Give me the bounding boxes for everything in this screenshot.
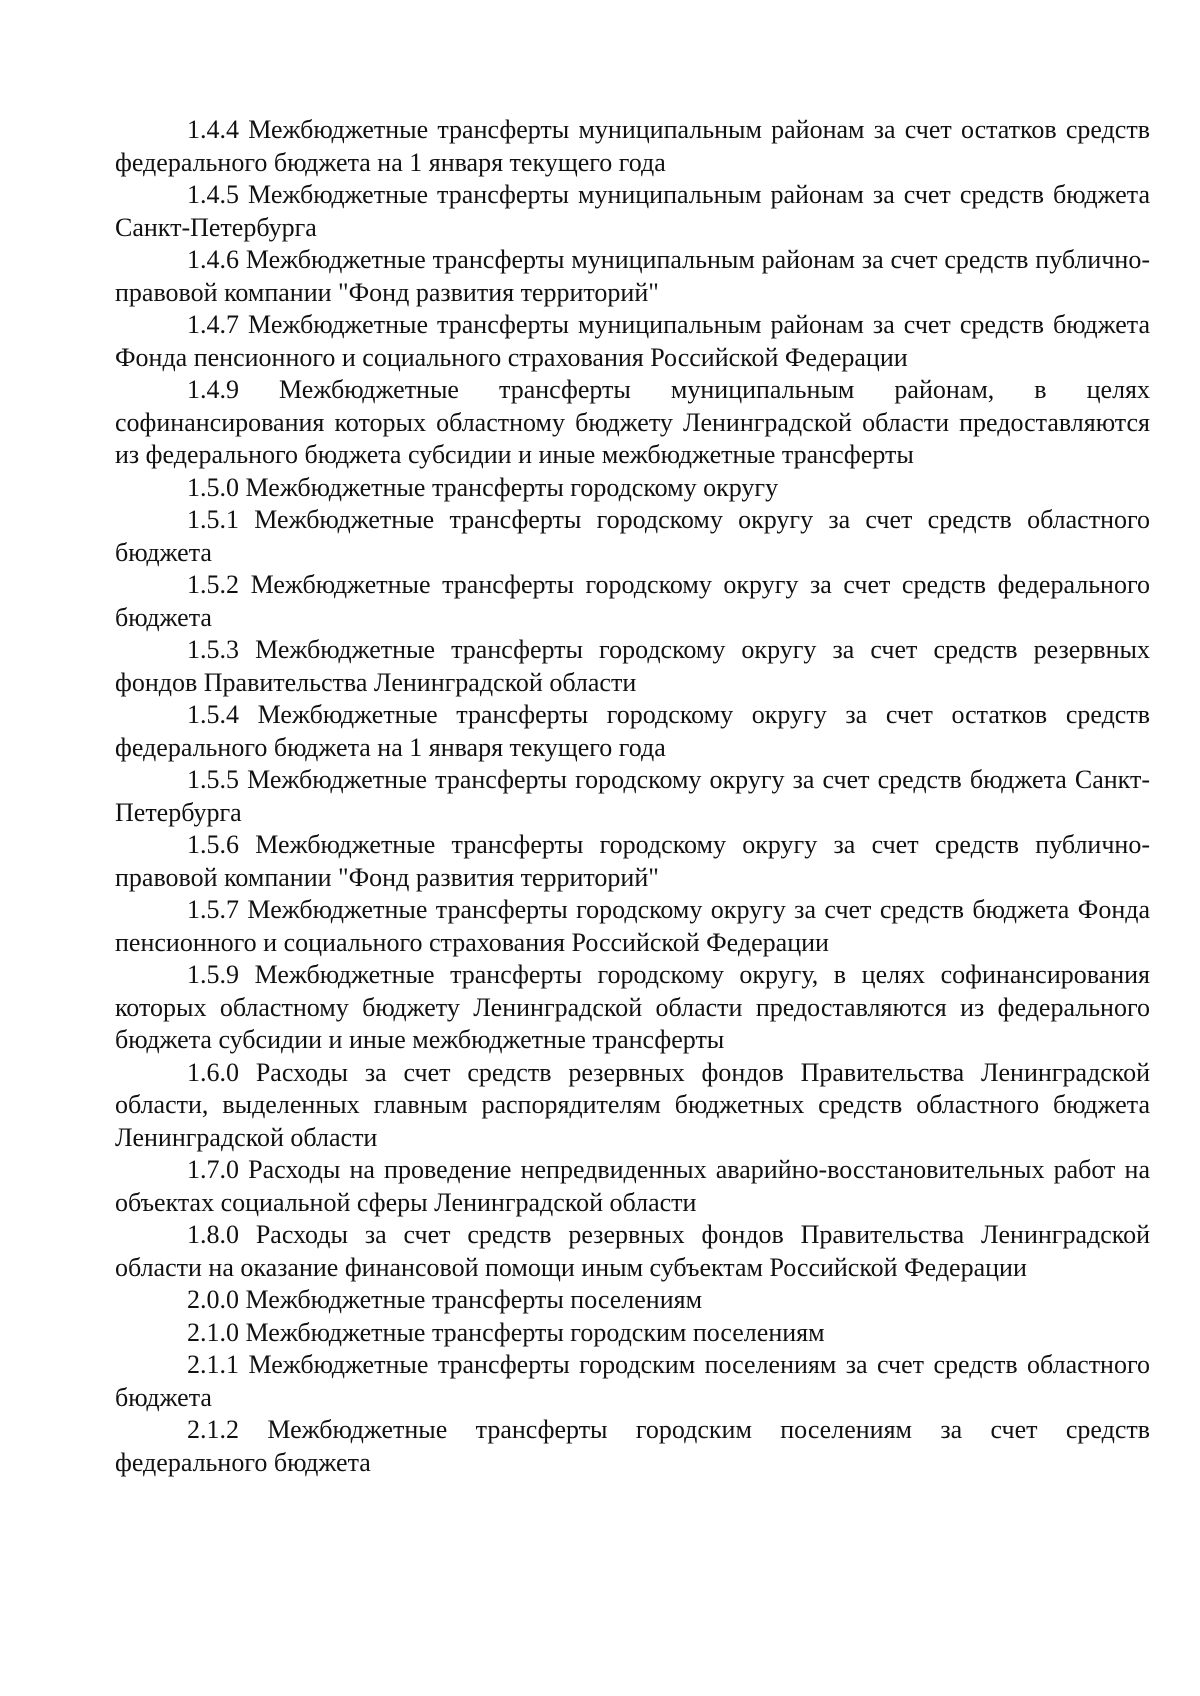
paragraph-2-1-2: 2.1.2 Межбюджетные трансферты городским поселениям за счет средств федерального бюджета <box>115 1415 1150 1477</box>
paragraph-2-1-0: 2.1.0 Межбюджетные трансферты городским поселениям <box>187 1317 825 1347</box>
paragraph-1-4-6: 1.4.6 Межбюджетные трансферты муниципальным районам за счет средств публично-правовой компании "Фонд развития территорий" <box>115 245 1150 307</box>
document-page <box>115 114 1150 1479</box>
paragraph-1-4-4: 1.4.4 Межбюджетные трансферты муниципальным районам за счет остатков средств федерального бюджета на 1 января текущего года <box>115 115 1150 177</box>
paragraph-1-6-0: 1.6.0 Расходы за счет средств резервных фондов Правительства Ленинградской области, выделенных главным распорядителям бюджетных средств областного бюджета Ленинградской области <box>115 1057 1150 1152</box>
paragraph-1-5-9: 1.5.9 Межбюджетные трансферты городскому округу, в целях софинансирования которых областному бюджету Ленинградской области предоставляются из федерального бюджета субсидии и иные межбюджетные трансферты <box>115 960 1150 1054</box>
paragraph-1-5-3: 1.5.3 Межбюджетные трансферты городскому округу за счет средств резервных фондов Правительства Ленинградской области <box>115 635 1150 697</box>
paragraph-1-4-5: 1.4.5 Межбюджетные трансферты муниципальным районам за счет средств бюджета Санкт-Петербурга <box>115 180 1150 242</box>
paragraph-1-4-9: 1.4.9 Межбюджетные трансферты муниципальным районам, в целях софинансирования которых областному бюджету Ленинградской области предоставляются из федерального бюджета субсидии и иные межбюджетные трансферты <box>115 375 1150 469</box>
paragraph-1-5-6: 1.5.6 Межбюджетные трансферты городскому округу за счет средств публично-правовой компании "Фонд развития территорий" <box>115 830 1150 892</box>
paragraph-1-7-0: 1.7.0 Расходы на проведение непредвиденных аварийно-восстановительных работ на объектах социальной сферы Ленинградской области <box>115 1155 1150 1217</box>
paragraph-1-5-4: 1.5.4 Межбюджетные трансферты городскому округу за счет остатков средств федерального бюджета на 1 января текущего года <box>115 700 1150 762</box>
paragraph-1-5-5: 1.5.5 Межбюджетные трансферты городскому округу за счет средств бюджета Санкт-Петербурга <box>115 765 1150 827</box>
paragraph-1-5-1: 1.5.1 Межбюджетные трансферты городскому округу за счет средств областного бюджета <box>115 505 1150 567</box>
paragraph-1-5-2: 1.5.2 Межбюджетные трансферты городскому округу за счет средств федерального бюджета <box>115 570 1150 632</box>
paragraph-1-5-0: 1.5.0 Межбюджетные трансферты городскому округу <box>187 472 779 502</box>
paragraph-2-0-0: 2.0.0 Межбюджетные трансферты поселениям <box>187 1285 703 1314</box>
paragraph-1-8-0: 1.8.0 Расходы за счет средств резервных фондов Правительства Ленинградской области на оказание финансовой помощи иным субъектам Российской Федерации <box>115 1220 1150 1282</box>
paragraph-1-5-7: 1.5.7 Межбюджетные трансферты городскому округу за счет средств бюджета Фонда пенсионного и социального страхования Российской Федерации <box>115 895 1150 957</box>
paragraph-2-1-1: 2.1.1 Межбюджетные трансферты городским поселениям за счет средств областного бюджета <box>115 1350 1150 1412</box>
paragraph-1-4-7: 1.4.7 Межбюджетные трансферты муниципальным районам за счет средств бюджета Фонда пенсионного и социального страхования Российской Федерации <box>115 310 1150 372</box>
